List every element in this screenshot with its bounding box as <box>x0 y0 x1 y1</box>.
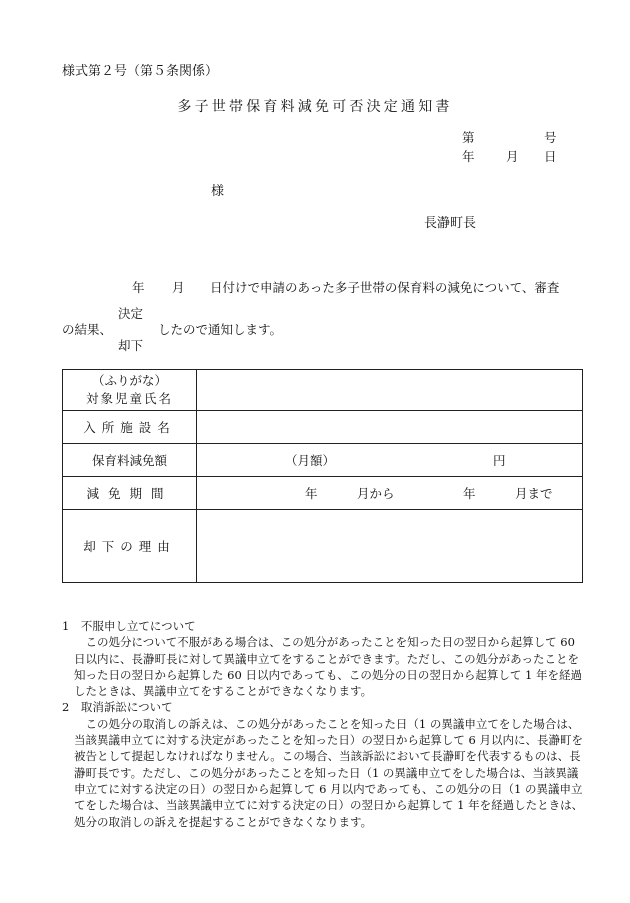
period-label: 減免期間 <box>63 477 197 510</box>
date-month: 月 <box>506 149 519 164</box>
document-title: 多子世帯保育料減免可否決定通知書 <box>177 99 453 115</box>
note-2-heading: 2 取消訴訟について <box>62 700 173 715</box>
furigana-label: （ふりがな） <box>91 373 167 388</box>
facility-label: 入所施設名 <box>63 411 197 444</box>
table-row <box>63 370 583 411</box>
form-number: 様式第２号（第５条関係） <box>62 64 219 79</box>
period-year-to: 年 <box>463 486 476 501</box>
table-row <box>63 510 583 583</box>
reduction-amount-label: 保育料減免額 <box>63 444 197 477</box>
body-sentence: 日付けで申請のあった多子世帯の保育料の減免について、審査 <box>210 280 560 295</box>
body-year: 年 <box>132 280 145 295</box>
child-name-label <box>63 370 197 411</box>
application-table <box>62 369 583 583</box>
period-month-from: 月から <box>357 486 395 501</box>
facility-field[interactable] <box>197 411 583 444</box>
result-suffix: したので通知します。 <box>158 322 283 337</box>
body-month: 月 <box>172 280 185 295</box>
notes-section <box>62 618 584 830</box>
note-1-text: この処分について不服がある場合は、この処分があったことを知った日の翌日から起算して 60 日以内に、長瀞町長に対して異議申立てをすることができます。ただし、この処分があったことを知った日の翌日から起算した 60 日以内であっても、この処分の日の翌日から起算して 1 年を経過したときは、異議申立てをすることができなくなります。 <box>74 635 582 699</box>
note-1-heading: 1 不服申し立てについて <box>62 619 196 633</box>
note-2-text: この処分の取消しの訴えは、この処分があったことを知った日（1 の異議申立てをした場合は、当該異議申立てに対する決定があったことを知った日）の翌日から起算して 6 月以内に、長瀞町を被告として提起しなければなりません。この場合、当該訴訟において長瀞町を代表するものは、長瀞町長です。ただし、この処分があったことを知った日（1 の異議申立てをした場合は、当該異議申立てに対する決定の日）の翌日から起算して 6 月以内であっても、この処分の日（1 の異議申立てをした場合は、当該異議申立てに対する決定の日）の翌日から起算して 1 年を経過したときは、処分の取消しの訴えを提起することができなくなります。 <box>74 716 584 829</box>
option-approve: 決定 <box>118 306 144 321</box>
monthly-label: （月額） <box>285 453 336 468</box>
reduction-amount-field[interactable] <box>197 444 583 477</box>
table-row <box>63 411 583 444</box>
option-reject: 却下 <box>118 338 144 353</box>
reason-label: 却下の理由 <box>63 510 197 583</box>
period-month-to: 月まで <box>515 486 553 501</box>
date-day: 日 <box>544 149 557 164</box>
issuer: 長瀞町長 <box>424 216 477 231</box>
child-name-field[interactable] <box>197 370 583 411</box>
reason-field[interactable] <box>197 510 583 583</box>
period-field[interactable] <box>197 477 583 510</box>
date-year: 年 <box>462 149 475 164</box>
number-prefix: 第 <box>462 130 475 145</box>
table-row <box>63 444 583 477</box>
table-row <box>63 477 583 510</box>
period-year-from: 年 <box>305 486 318 501</box>
child-name-text: 対象児童氏名 <box>85 391 173 406</box>
yen-label: 円 <box>493 453 506 468</box>
number-suffix: 号 <box>544 130 557 145</box>
addressee-suffix: 様 <box>211 184 225 199</box>
result-prefix: の結果、 <box>62 322 113 337</box>
result-line <box>62 322 282 337</box>
